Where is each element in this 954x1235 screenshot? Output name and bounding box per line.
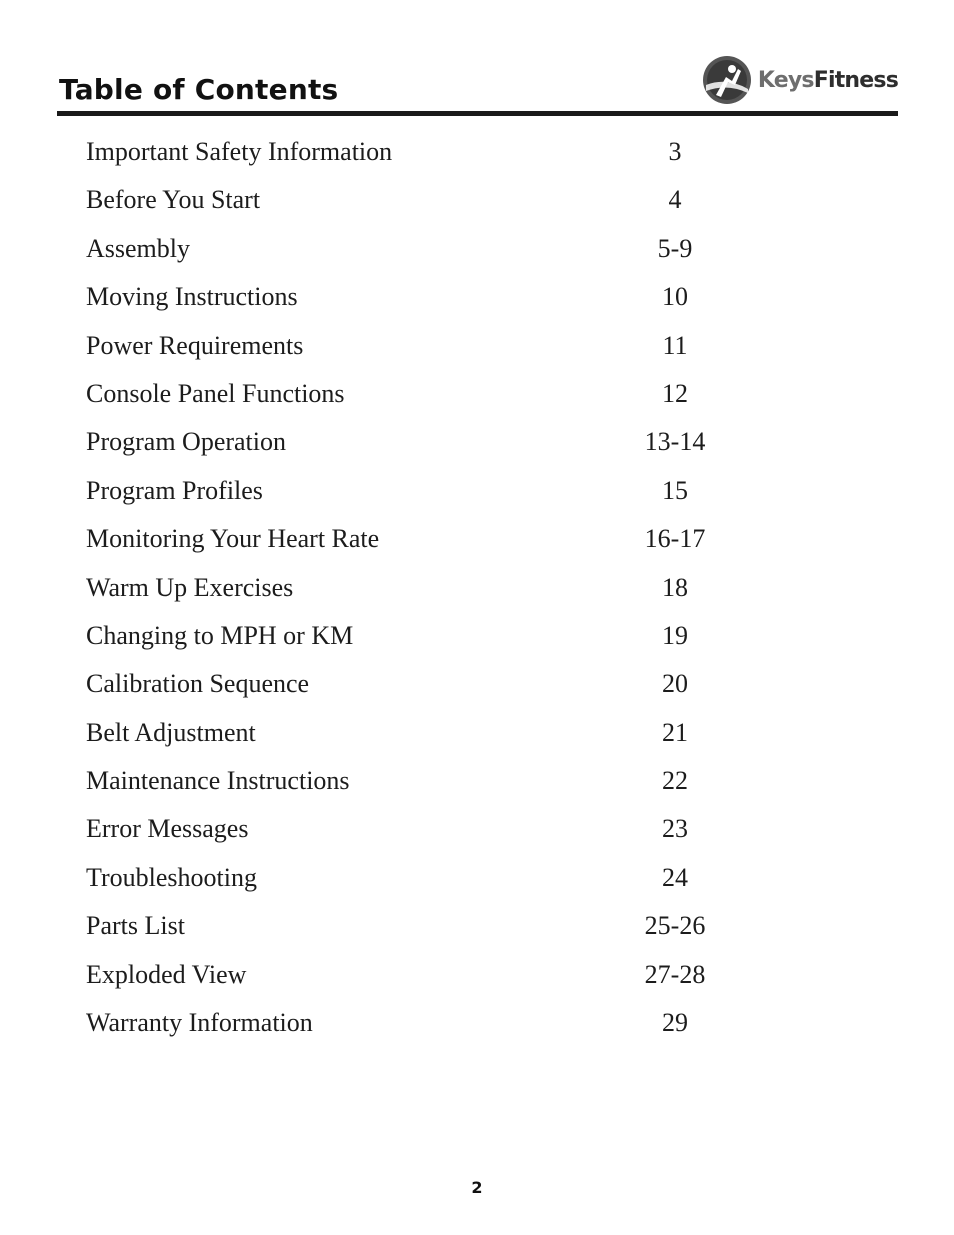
toc-entry-label: Warm Up Exercises (86, 572, 294, 602)
toc-entry-label: Warranty Information (86, 1008, 313, 1038)
toc-entry (86, 372, 766, 420)
toc-entry (86, 469, 766, 517)
toc-entry-label: Calibration Sequence (86, 669, 310, 699)
toc-entry-page: 4 (668, 185, 682, 215)
toc-entry-page: 20 (662, 669, 688, 699)
toc-entry (86, 856, 766, 904)
page-title: Table of Contents (59, 73, 339, 106)
toc-entry-label: Important Safety Information (86, 137, 393, 166)
toc-entry-label: Before You Start (86, 185, 261, 215)
toc-entry-page: 18 (662, 572, 688, 602)
toc-entry (86, 420, 766, 468)
toc-entry-label: Assembly (86, 233, 190, 263)
toc-entry (86, 566, 766, 614)
toc-entry-page: 15 (662, 475, 688, 505)
logo-fitness: Fitness (813, 67, 898, 93)
keysfitness-logo (702, 54, 898, 106)
toc-entry-label: Program Profiles (86, 475, 263, 505)
toc-entry-label: Console Panel Functions (86, 378, 345, 408)
toc-entry-page: 21 (662, 717, 688, 747)
toc-entry-label: Moving Instructions (86, 282, 298, 312)
logo-keys: Keys (757, 67, 814, 93)
toc-entry (86, 1001, 766, 1049)
toc-entry-label: Program Operation (86, 427, 287, 457)
toc-entry-label: Exploded View (86, 959, 247, 989)
toc-entry-label: Error Messages (86, 814, 249, 844)
toc-entry (86, 614, 766, 662)
toc-entry-page: 3 (668, 137, 682, 166)
toc-entry-page: 10 (662, 282, 688, 312)
toc-entry-label: Maintenance Instructions (86, 766, 350, 796)
toc-entry (86, 759, 766, 807)
toc-entry-page: 13-14 (644, 427, 706, 457)
logo-wordmark (758, 68, 898, 93)
toc-entry-page: 29 (662, 1008, 688, 1038)
header-divider (57, 111, 898, 116)
toc-entry-label: Troubleshooting (86, 862, 257, 892)
toc-entry (86, 178, 766, 226)
toc-entry-label: Parts List (86, 911, 185, 941)
toc-entry-page: 12 (662, 378, 688, 408)
page-header (57, 50, 898, 110)
toc-entry-page: 27-28 (644, 959, 706, 989)
toc-entry-page: 16-17 (644, 524, 706, 554)
toc-entry-label: Power Requirements (86, 330, 304, 360)
toc-entry (86, 711, 766, 759)
toc-entry-page: 5-9 (657, 233, 693, 263)
toc-entry (86, 517, 766, 565)
table-of-contents (86, 130, 766, 1049)
toc-entry-label: Changing to MPH or KM (86, 620, 354, 650)
toc-entry (86, 227, 766, 275)
toc-entry (86, 953, 766, 1001)
keysfitness-runner-logo-icon (702, 55, 752, 105)
toc-entry (86, 275, 766, 323)
toc-entry-page: 24 (662, 862, 688, 892)
toc-entry (86, 807, 766, 855)
toc-entry (86, 662, 766, 710)
toc-entry-label: Belt Adjustment (86, 717, 256, 747)
toc-entry-label: Monitoring Your Heart Rate (86, 524, 380, 554)
page-number: 2 (471, 1178, 483, 1197)
toc-entry (86, 324, 766, 372)
toc-entry-page: 19 (662, 620, 688, 650)
toc-entry (86, 130, 766, 178)
toc-entry-page: 22 (662, 766, 688, 796)
toc-entry-page: 23 (662, 814, 688, 844)
toc-entry-page: 25-26 (644, 911, 706, 941)
toc-entry-page: 11 (662, 330, 688, 360)
toc-entry (86, 904, 766, 952)
